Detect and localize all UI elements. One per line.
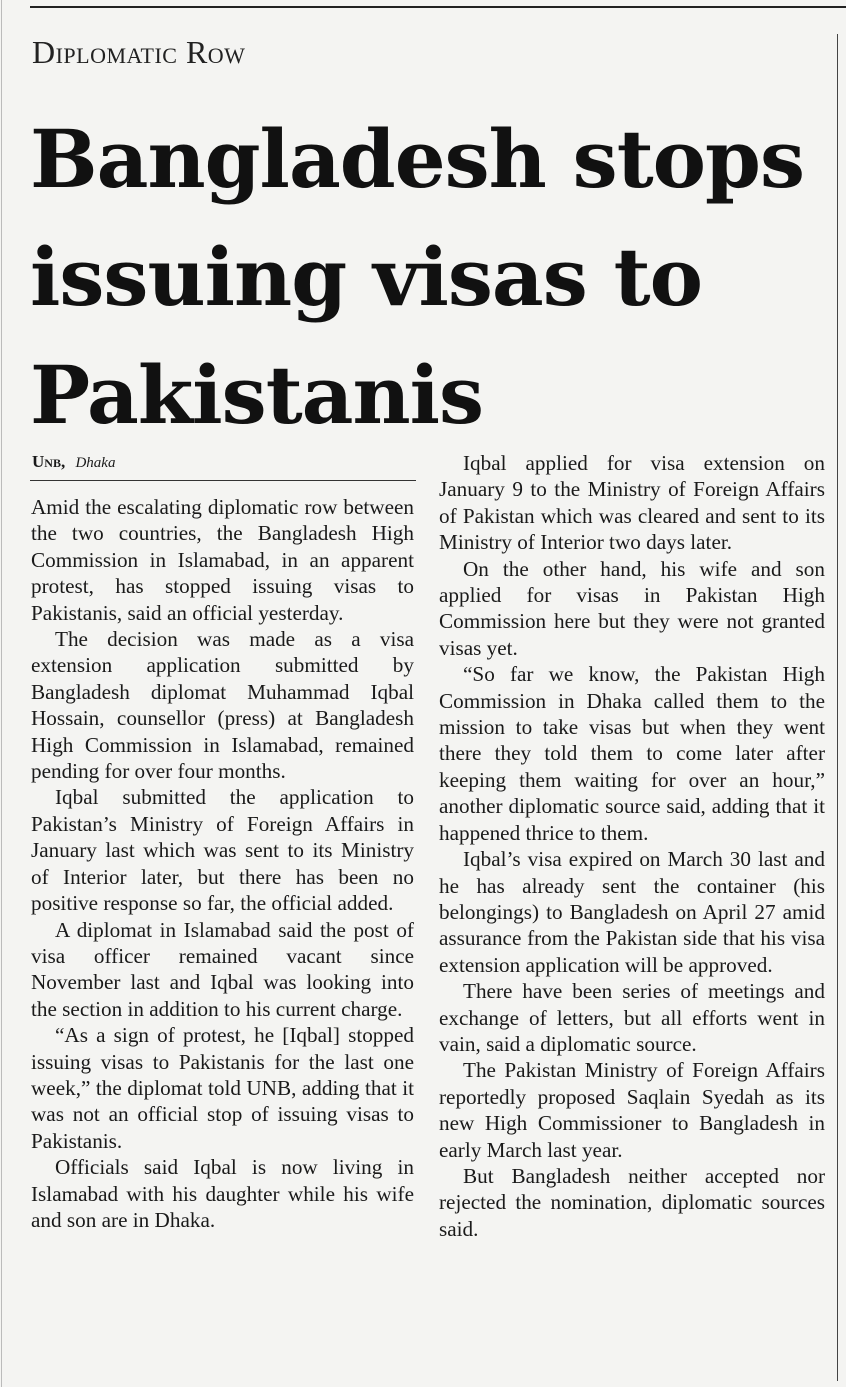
paragraph: But Bangladesh neither accepted nor rejected the nomination, diplomatic sources said. [439, 1163, 825, 1241]
paragraph: On the other hand, his wife and son applied for visas in Pakistan High Commission here but they were not granted visas yet. [439, 556, 825, 660]
paragraph: A diplomat in Islamabad said the post of visa officer remained vacant since November last and Iqbal was looking into the section in addition to his current charge. [31, 917, 414, 1021]
headline: Bangladesh stops issuing visas to Pakistanis [30, 112, 804, 442]
paragraph: Iqbal’s visa expired on March 30 last and he has already sent the container (his belongings) to Bangladesh on April 27 amid assurance from the Pakistan side that his visa extension application will be approved. [439, 847, 825, 977]
top-rule [30, 6, 846, 8]
article-column-right [439, 450, 825, 1242]
byline-place: Dhaka [75, 455, 116, 471]
paragraph: Officials said Iqbal is now living in Islamabad with his daughter while his wife and son are in Dhaka. [31, 1155, 414, 1232]
paragraph: Iqbal applied for visa extension on January 9 to the Ministry of Foreign Affairs of Pakistan which was cleared and sent to its Ministry of Interior two days later. [439, 451, 825, 555]
paragraph: “As a sign of protest, he [Iqbal] stopped issuing visas to Pakistanis for the last one week,” the diplomat told UNB, adding that it was not an official stop of issuing visas to Pakistanis. [31, 1023, 414, 1153]
paragraph: The decision was made as a visa extension application submitted by Bangladesh diplomat Muhammad Iqbal Hossain, counsellor (press) at Bangladesh High Commission in Islamabad, remained pending for over four months. [31, 627, 414, 784]
column-side-rule [837, 34, 838, 1381]
paragraph: Iqbal submitted the application to Pakistan’s Ministry of Foreign Affairs in January last which was sent to its Ministry of Interior later, but there has been no positive response so far, the official added. [31, 785, 414, 916]
byline-rule [30, 480, 416, 481]
paragraph: The Pakistan Ministry of Foreign Affairs reportedly proposed Saqlain Syedah as its new High Commissioner to Bangladesh in early March last year. [439, 1058, 825, 1162]
paragraph: “So far we know, the Pakistan High Commission in Dhaka called them to the mission to take visas but when they went there they told them to come later after keeping them waiting for over an hour,” another diplomatic source said, adding that it happened thrice to them. [439, 662, 825, 845]
page-edge-rule [1, 0, 2, 1387]
paragraph: There have been series of meetings and exchange of letters, but all efforts went in vain, said a diplomatic source. [439, 979, 825, 1056]
section-kicker: Diplomatic Row [32, 34, 246, 70]
article-column-left [31, 494, 414, 1233]
paragraph: Amid the escalating diplomatic row between the two countries, the Bangladesh High Commission in Islamabad, in an apparent protest, has stopped issuing visas to Pakistanis, said an official yesterday. [31, 495, 414, 625]
byline [32, 452, 115, 472]
byline-agency: Unb, [32, 452, 66, 471]
